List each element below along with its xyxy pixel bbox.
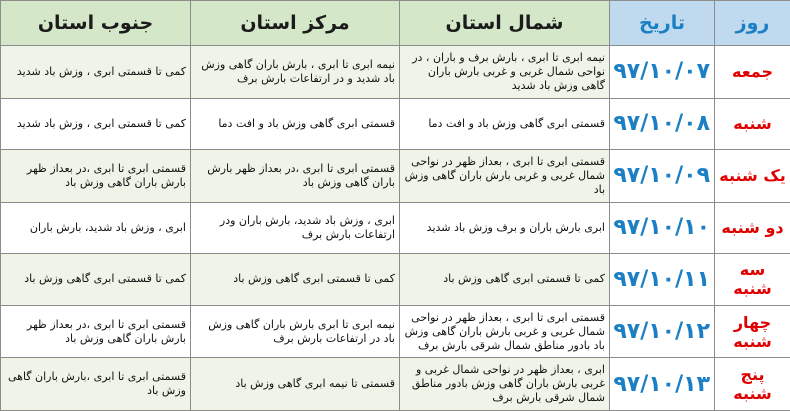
south-cell: قسمتی ابری تا ابری ،در بعداز ظهر بارش باران گاهی وزش باد xyxy=(1,150,191,203)
north-cell: قسمتی ابری تا ابری ، بعداز ظهر در نواحی شمال غربی و غربی بارش باران گاهی وزش باد xyxy=(400,150,610,203)
south-cell: ابری ، وزش باد شدید، بارش باران xyxy=(1,202,191,254)
north-cell: کمی تا قسمتی ابری گاهی وزش باد xyxy=(400,254,610,306)
table-row xyxy=(1,46,790,99)
table-row xyxy=(1,305,790,358)
header-day: روز xyxy=(715,1,790,46)
south-cell: کمی تا قسمتی ابری گاهی وزش باد xyxy=(1,254,191,306)
table-row xyxy=(1,358,790,411)
south-cell: کمی تا قسمتی ابری ، وزش باد شدید xyxy=(1,46,191,99)
center-cell: نیمه ابری تا ابری ، بارش باران گاهی وزش باد شدید و در ارتفاعات بارش برف xyxy=(191,46,400,99)
south-cell: کمی تا قسمتی ابری ، وزش باد شدید xyxy=(1,98,191,150)
day-cell: دو شنبه xyxy=(715,202,790,254)
day-cell: پنج شنبه xyxy=(715,358,790,411)
north-cell: ابری ، بعداز ظهر در نواحی شمال غربی و غربی بارش باران گاهی وزش بادور مناطق شمال شرقی بارش برف xyxy=(400,358,610,411)
header-date: تاریخ xyxy=(610,1,715,46)
header-row xyxy=(1,1,790,46)
north-cell: قسمتی ابری تا ابری ، بعداز ظهر در نواحی شمال غربی و غربی بارش باران گاهی وزش باد بادور مناطق شمال شرقی بارش برف xyxy=(400,305,610,358)
header-south: جنوب استان xyxy=(1,1,191,46)
table-row xyxy=(1,98,790,150)
table-row xyxy=(1,254,790,306)
day-cell: سه شنبه xyxy=(715,254,790,306)
header-center: مرکز استان xyxy=(191,1,400,46)
south-cell: قسمتی ابری تا ابری ،در بعداز ظهر بارش باران گاهی وزش باد xyxy=(1,305,191,358)
center-cell: قسمتی ابری تا ابری ،در بعداز ظهر بارش باران گاهی وزش باد xyxy=(191,150,400,203)
day-cell: چهار شنبه xyxy=(715,305,790,358)
header-north: شمال استان xyxy=(400,1,610,46)
center-cell: قسمتی ابری گاهی وزش باد و افت دما xyxy=(191,98,400,150)
date-cell: ۹۷/۱۰/۰۸ xyxy=(610,98,715,150)
table-row xyxy=(1,202,790,254)
north-cell: قسمتی ابری گاهی وزش باد و افت دما xyxy=(400,98,610,150)
day-cell: جمعه xyxy=(715,46,790,99)
center-cell: کمی تا قسمتی ابری گاهی وزش باد xyxy=(191,254,400,306)
south-cell: قسمتی ابری تا ابری ،بارش باران گاهی وزش باد xyxy=(1,358,191,411)
day-cell: شنبه xyxy=(715,98,790,150)
center-cell: نیمه ابری تا ابری بارش باران گاهی وزش باد در ارتفاعات بارش برف xyxy=(191,305,400,358)
date-cell: ۹۷/۱۰/۱۱ xyxy=(610,254,715,306)
date-cell: ۹۷/۱۰/۱۰ xyxy=(610,202,715,254)
date-cell: ۹۷/۱۰/۰۹ xyxy=(610,150,715,203)
day-cell: یک شنبه xyxy=(715,150,790,203)
north-cell: ابری بارش باران و برف وزش باد شدید xyxy=(400,202,610,254)
center-cell: قسمتی تا نیمه ابری گاهی وزش باد xyxy=(191,358,400,411)
date-cell: ۹۷/۱۰/۱۳ xyxy=(610,358,715,411)
center-cell: ابری ، وزش باد شدید، بارش باران ودر ارتفاعات بارش برف xyxy=(191,202,400,254)
date-cell: ۹۷/۱۰/۱۲ xyxy=(610,305,715,358)
table-row xyxy=(1,150,790,203)
date-cell: ۹۷/۱۰/۰۷ xyxy=(610,46,715,99)
north-cell: نیمه ابری تا ابری ، بارش برف و باران ، در نواحی شمال غربی و غربی بارش باران گاهی وزش باد شدید xyxy=(400,46,610,99)
